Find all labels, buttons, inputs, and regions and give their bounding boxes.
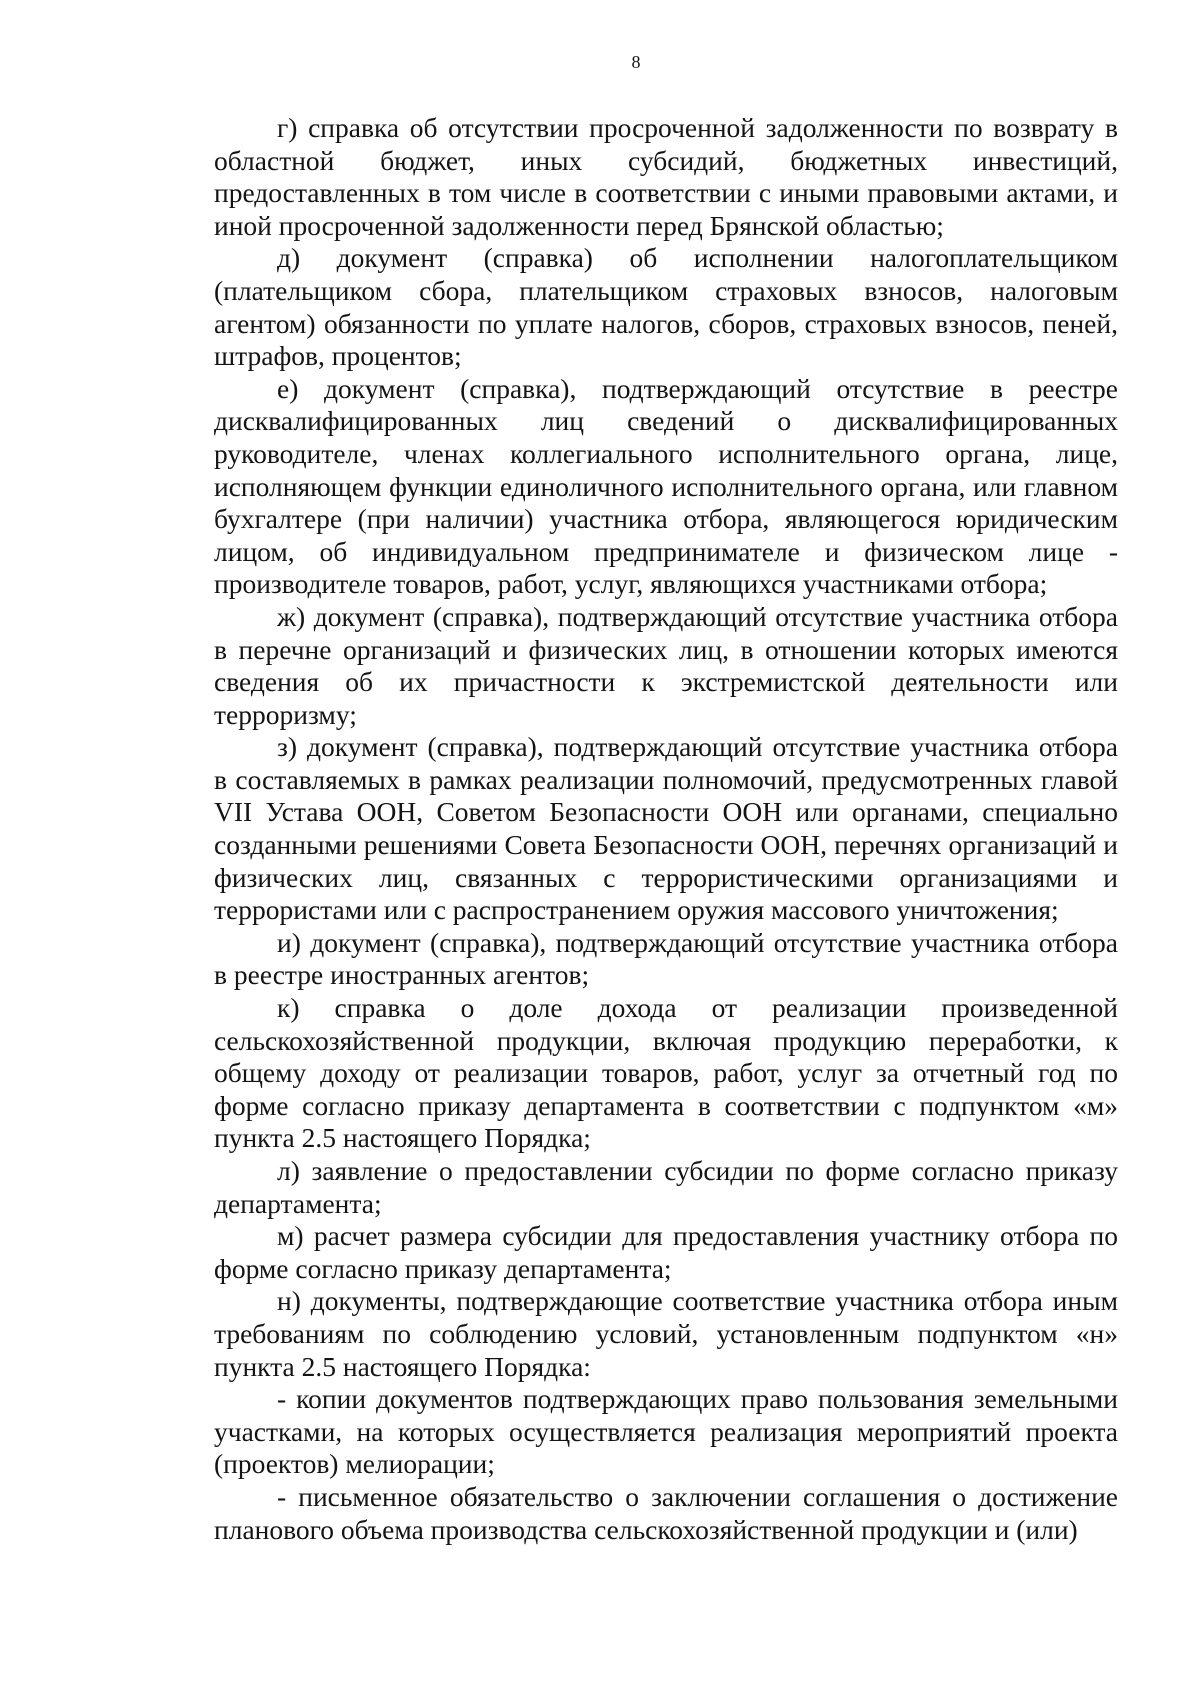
- document-body: [214, 112, 1118, 1546]
- paragraph-n: н) документы, подтверждающие соответствие участника отбора иным требованиям по соблюдению условий, установленным подпунктом «н» пункта 2.5 настоящего Порядка:: [214, 1285, 1118, 1382]
- paragraph-m: м) расчет размера субсидии для предоставления участнику отбора по форме согласно приказу департамента;: [214, 1220, 1118, 1284]
- paragraph-g: г) справка об отсутствии просроченной задолженности по возврату в областной бюджет, иных субсидий, бюджетных инвестиций, предоставленных в том числе в соответствии с иными правовыми актами, и иной просроченной задолженности перед Брянской областью;: [214, 112, 1118, 241]
- paragraph-i: и) документ (справка), подтверждающий отсутствие участника отбора в реестре иностранных агентов;: [214, 926, 1118, 991]
- paragraph-k: к) справка о доле дохода от реализации произведенной сельскохозяйственной продукции, включая продукцию переработки, к общему доходу от реализации товаров, работ, услуг за отчетный год по форме согласно приказу департамента в соответствии с подпунктом «м» пункта 2.5 настоящего Порядка;: [214, 992, 1118, 1154]
- paragraph-zh: ж) документ (справка), подтверждающий отсутствие участника отбора в перечне организаций и физических лиц, в отношении которых имеются сведения об их причастности к экстремистской деятельности или терроризму;: [214, 600, 1118, 730]
- page-number: 8: [631, 52, 641, 72]
- paragraph-dash-2: - письменное обязательство о заключении соглашения о достижение планового объема производства сельскохозяйственной продукции и (или): [214, 1480, 1118, 1545]
- paragraph-e: е) документ (справка), подтверждающий отсутствие в реестре дисквалифицированных лиц сведений о дисквалифицированных руководителе, членах коллегиального исполнительного органа, лице, исполняющем функции единоличного исполнительного органа, или главном бухгалтере (при наличии) участника отбора, являющегося юридическим лицом, об индивидуальном предпринимателе и физическом лице - производителе товаров, работ, услуг, являющихся участниками отбора;: [214, 372, 1118, 600]
- paragraph-dash-1: - копии документов подтверждающих право пользования земельными участками, на которых осуществляется реализация мероприятий проекта (проектов) мелиорации;: [214, 1383, 1118, 1480]
- paragraph-z: з) документ (справка), подтверждающий отсутствие участника отбора в составляемых в рамках реализации полномочий, предусмотренных главой VII Устава ООН, Советом Безопасности ООН или органами, специально созданными решениями Совета Безопасности ООН, перечнях организаций и физических лиц, связанных с террористическими организациями и террористами или с распространением оружия массового уничтожения;: [214, 731, 1118, 926]
- paragraph-l: л) заявление о предоставлении субсидии по форме согласно приказу департамента;: [214, 1155, 1118, 1219]
- paragraph-d: д) документ (справка) об исполнении налогоплательщиком (плательщиком сбора, плательщиком страховых взносов, налоговым агентом) обязанности по уплате налогов, сборов, страховых взносов, пеней, штрафов, процентов;: [214, 242, 1118, 372]
